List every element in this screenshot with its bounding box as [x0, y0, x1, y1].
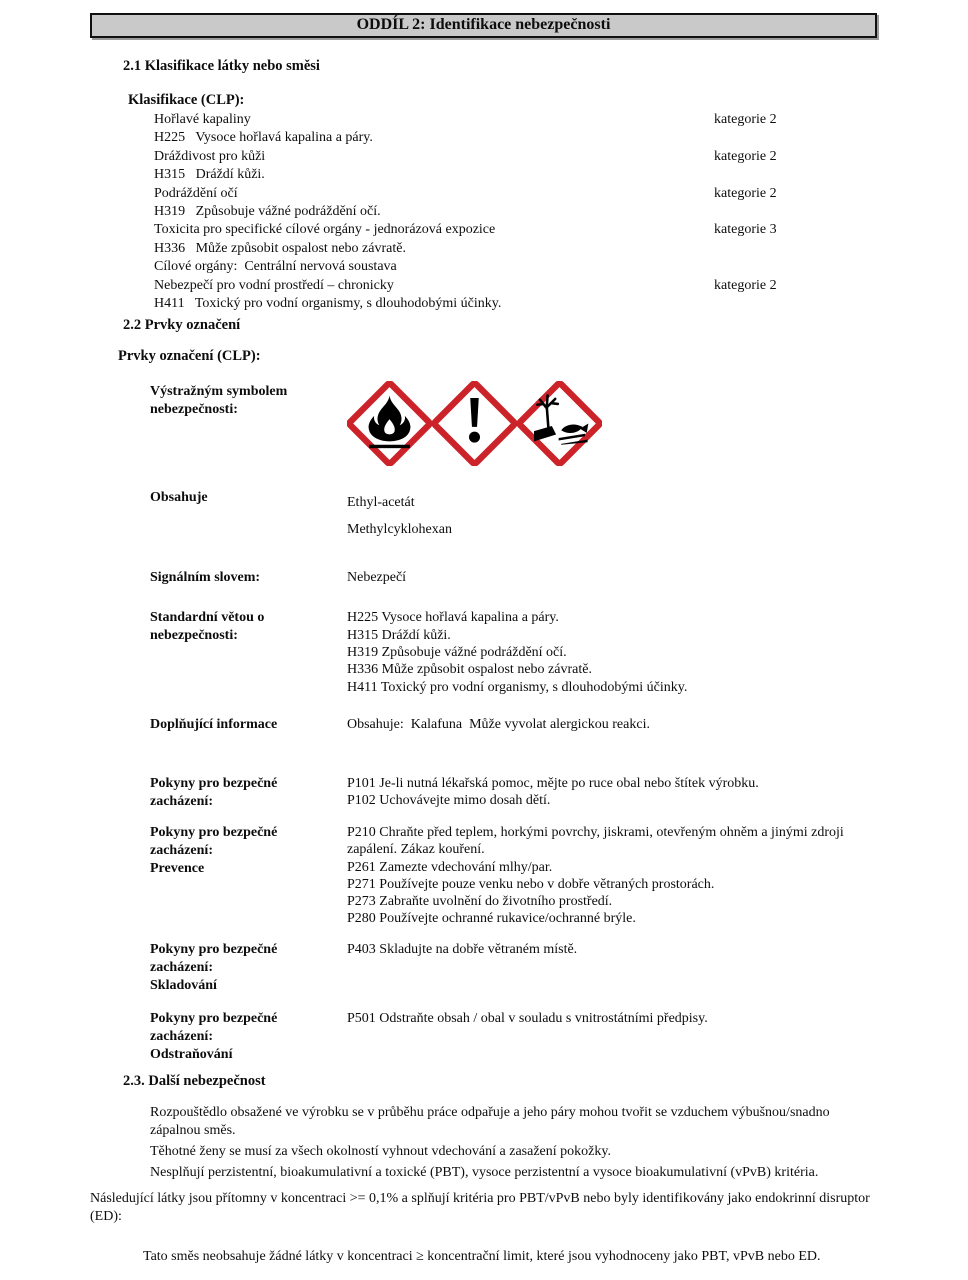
precautionary-disposal-block — [90, 1010, 877, 1064]
heading-2-3: 2.3. Další nebezpečnost — [123, 1072, 266, 1089]
classification-row — [90, 221, 877, 239]
classification-row — [90, 185, 877, 203]
section-header-bar — [90, 13, 877, 38]
hazard-statement: H411 Toxický pro vodní organismy, s dlouhodobými účinky. — [347, 679, 688, 695]
classification-text: H411 Toxický pro vodní organismy, s dlouhodobými účinky. — [154, 296, 502, 312]
precautionary-statement: P261 Zamezte vdechování mlhy/par. — [347, 859, 553, 875]
contains-block — [90, 489, 877, 543]
other-hazards-paragraph: Nesplňují perzistentní, bioakumulativní a toxické (PBT), vysoce perzistentní a vysoce bioakumulativní (vPvB) kritéria. — [150, 1164, 819, 1180]
signal-word-block — [90, 569, 877, 587]
classification-category: kategorie 2 — [714, 148, 777, 164]
precautionary-statement: P280 Používejte ochranné rukavice/ochranné brýle. — [347, 911, 636, 927]
precautionary-prevention-label: Pokyny pro bezpečné zacházení: Prevence — [150, 824, 278, 876]
classification-text: H336 Může způsobit ospalost nebo závratě. — [154, 240, 406, 256]
classification-row — [90, 277, 877, 295]
classification-row — [90, 166, 877, 184]
classification-subheading: Klasifikace (CLP): — [128, 92, 245, 108]
classification-text: H319 Způsobuje vážné podráždění očí. — [154, 204, 381, 220]
precautionary-disposal-label: Pokyny pro bezpečné zacházení: Odstraňování — [150, 1010, 278, 1062]
signal-word-value: Nebezpečí — [347, 570, 407, 586]
classification-category — [714, 203, 877, 221]
classification-list — [90, 111, 877, 313]
classification-text: Nebezpečí pro vodní prostředí – chronicky — [154, 277, 394, 293]
precautionary-prevention-values — [347, 824, 877, 928]
ghs02-flame-icon — [347, 381, 432, 466]
supplemental-info-block — [90, 716, 877, 734]
precautionary-general-label: Pokyny pro bezpečné zacházení: — [150, 775, 278, 809]
classification-text: Dráždivost pro kůži — [154, 148, 266, 164]
precautionary-statement: P210 Chraňte před teplem, horkými povrchy, jiskrami, otevřeným ohněm a jinými zdroji zapálení. Zákaz kouření. — [347, 824, 848, 858]
ghs09-environment-icon — [517, 381, 602, 466]
classification-text: H315 Dráždí kůži. — [154, 167, 265, 183]
hazard-statement: H319 Způsobuje vážné podráždění očí. — [347, 645, 567, 661]
hazard-statements-block — [90, 609, 877, 695]
precautionary-storage-values — [347, 941, 877, 995]
precautionary-statement: P273 Zabraňte uvolnění do životního prostředí. — [347, 894, 613, 910]
hazard-pictograms-block — [90, 383, 877, 466]
precautionary-statement: P101 Je-li nutná lékařská pomoc, mějte po ruce obal nebo štítek výrobku. — [347, 775, 759, 791]
other-hazards-paragraphs — [150, 1104, 862, 1182]
signal-word-label: Signálním slovem: — [150, 570, 261, 586]
precautionary-statement: P271 Používejte pouze venku nebo v dobře větraných prostorách. — [347, 876, 715, 892]
contains-substance: Methylcyklohexan — [347, 522, 452, 538]
hazard-statements-values — [347, 609, 877, 695]
classification-category: kategorie 3 — [714, 222, 777, 238]
classification-category: kategorie 2 — [714, 112, 777, 127]
heading-2-2: 2.2 Prvky označení — [123, 317, 241, 334]
classification-category: kategorie 2 — [714, 277, 777, 293]
classification-row — [90, 111, 877, 129]
precautionary-general-block — [90, 775, 877, 811]
classification-row — [90, 203, 877, 221]
pictogram-row — [347, 381, 877, 466]
supplemental-info-label: Doplňující informace — [150, 716, 278, 732]
pictograms-label: Výstražným symbolem nebezpečnosti: — [150, 384, 288, 418]
other-hazards-paragraph: Rozpouštědlo obsažené ve výrobku se v průběhu práce odpařuje a jeho páry mohou tvořit se vzduchem výbušnou/snadno zápalnou směs. — [150, 1104, 830, 1138]
classification-category — [714, 129, 877, 147]
precautionary-statement: P501 Odstraňte obsah / obal v souladu s vnitrostátními předpisy. — [347, 1010, 708, 1026]
pbt-statement: Tato směs neobsahuje žádné látky v koncentraci ≥ koncentrační limit, které jsou vyhodnoceny jako PBT, vPvB nebo ED. — [143, 1248, 821, 1264]
contains-values — [347, 489, 877, 543]
classification-row — [90, 295, 877, 313]
hazard-statements-label: Standardní větou o nebezpečnosti: — [150, 610, 265, 644]
classification-category — [714, 166, 877, 184]
classification-text: Toxicita pro specifické cílové orgány - jednorázová expozice — [154, 222, 496, 238]
precautionary-general-values — [347, 775, 877, 811]
classification-row — [90, 240, 877, 258]
hazard-statement: H225 Vysoce hořlavá kapalina a páry. — [347, 610, 559, 626]
classification-text: Podráždění očí — [154, 185, 238, 201]
classification-row — [90, 148, 877, 166]
classification-row — [90, 129, 877, 147]
classification-category: kategorie 2 — [714, 185, 777, 201]
label-elements-subheading: Prvky označení (CLP): — [118, 348, 261, 365]
contains-substance: Ethyl-acetát — [347, 495, 415, 511]
other-hazards-paragraph: Těhotné ženy se musí za všech okolností vyhnout vdechování a zasažení pokožky. — [150, 1143, 611, 1159]
supplemental-info-value: Obsahuje: Kalafuna Může vyvolat alergickou reakci. — [347, 716, 650, 732]
hazard-statement: H336 Může způsobit ospalost nebo závratě. — [347, 662, 592, 678]
hazard-statement: H315 Dráždí kůži. — [347, 627, 451, 643]
classification-text: H225 Vysoce hořlavá kapalina a páry. — [154, 130, 373, 146]
precautionary-storage-label: Pokyny pro bezpečné zacházení: Skladování — [150, 941, 278, 993]
pbt-intro-paragraph: Následující látky jsou přítomny v koncentraci >= 0,1% a splňují kritéria pro PBT/vPvB nebo byly identifikovány jako endokrinní disruptor (ED): — [90, 1190, 870, 1225]
classification-text: Hořlavé kapaliny — [154, 112, 251, 127]
precautionary-disposal-values — [347, 1010, 877, 1064]
classification-category — [714, 295, 877, 313]
precautionary-statement: P403 Skladujte na dobře větraném místě. — [347, 941, 578, 957]
contains-label: Obsahuje — [150, 490, 208, 506]
classification-row — [90, 258, 877, 276]
ghs07-exclamation-mark-icon — [432, 381, 517, 466]
classification-category — [714, 258, 877, 276]
classification-text: Cílové orgány: Centrální nervová soustava — [154, 259, 397, 275]
precautionary-prevention-block — [90, 824, 877, 928]
heading-2-1: 2.1 Klasifikace látky nebo směsi — [123, 58, 320, 74]
precautionary-statement: P102 Uchovávejte mimo dosah dětí. — [347, 793, 551, 809]
precautionary-storage-block — [90, 941, 877, 995]
classification-category — [714, 240, 877, 258]
section-title: ODDÍL 2: Identifikace nebezpečnosti — [356, 16, 611, 33]
